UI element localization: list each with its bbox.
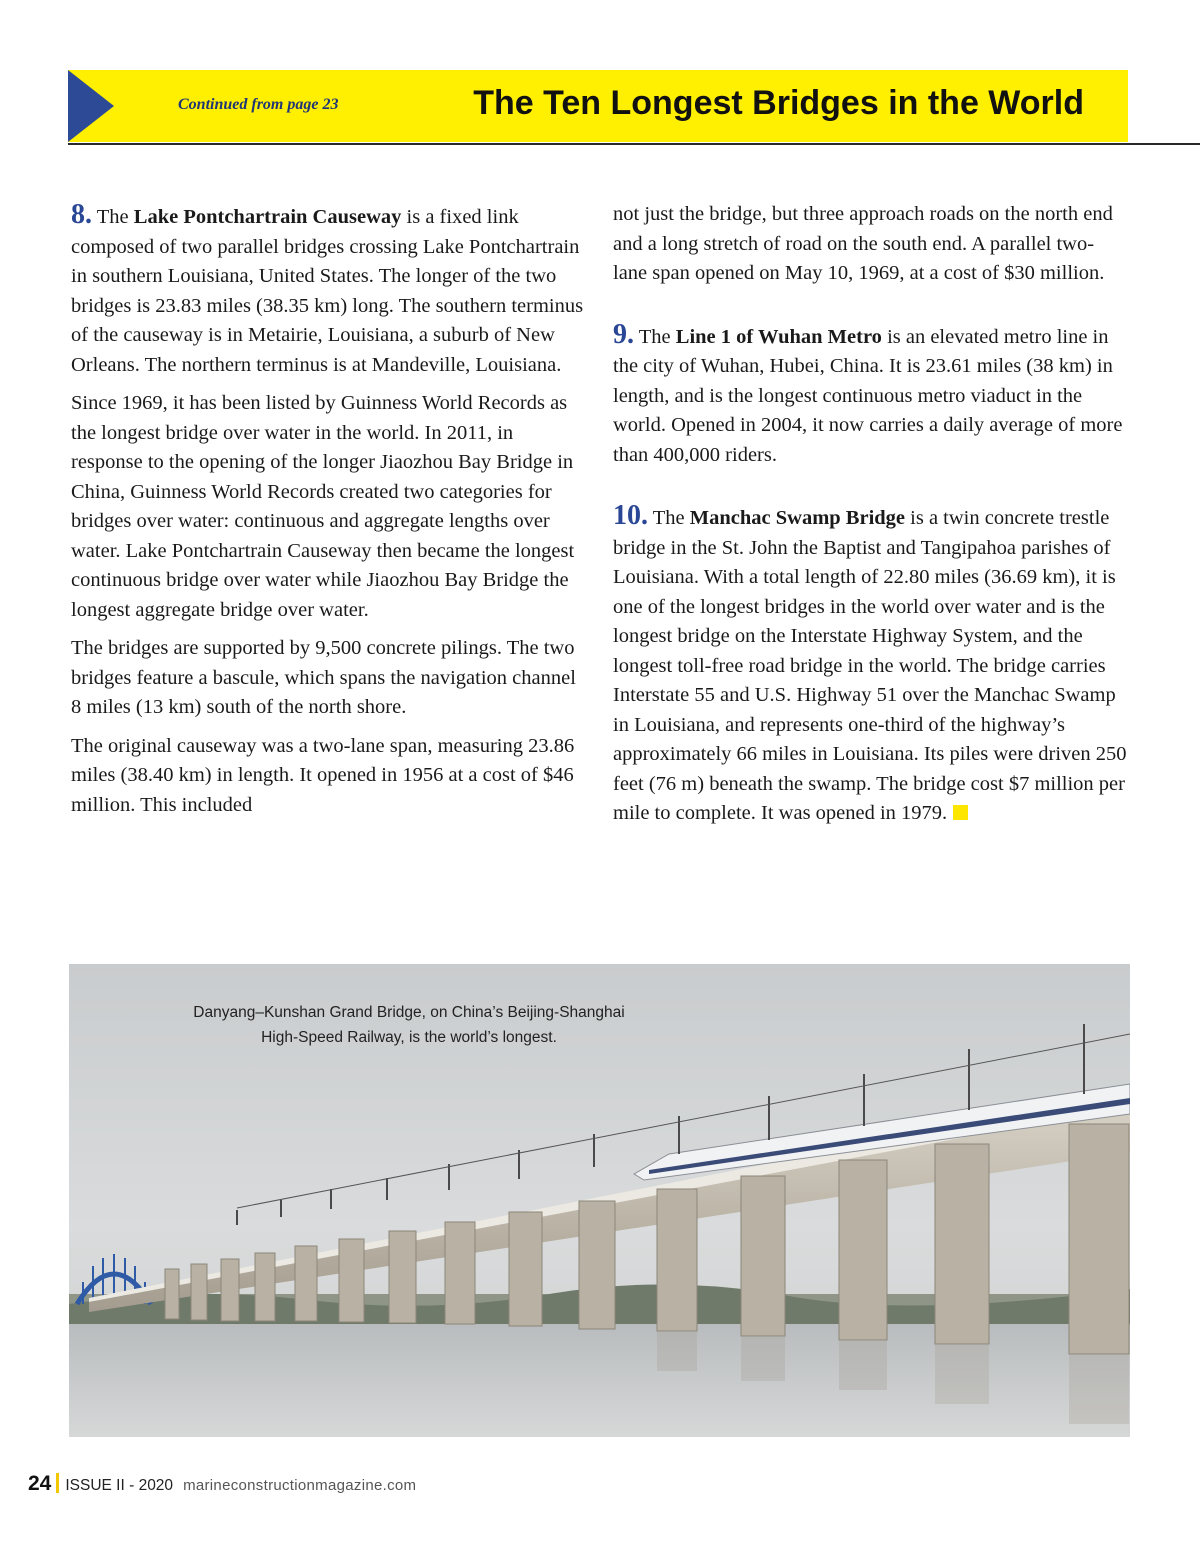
right-paragraph-1: not just the bridge, but three approach roads on the north end and a long stretch of road on the south end. A parallel two-lane span opened on May 10, 1969, at a cost of $30 million. bbox=[613, 203, 1113, 284]
left-paragraph-2: Since 1969, it has been listed by Guinness World Records as the longest bridge over water in the world. In 2011, in response to the opening of the longer Jiaozhou Bay Bridge in China, Guinness World Records created two categories for bridges over water: continuous and aggregate lengths over water. Lake Pontchartrain Causeway then became the longest continuous bridge over water while Jiaozhou Bay Bridge the longest aggregate bridge over water. bbox=[71, 392, 575, 621]
item-10-paragraph bbox=[613, 501, 1128, 829]
item-8-number: 8. bbox=[71, 199, 92, 230]
left-paragraph-3: The bridges are supported by 9,500 concrete pilings. The two bridges feature a bascule, which spans the navigation channel 8 miles (13 km) south of the north shore. bbox=[71, 637, 576, 718]
issue-label: ISSUE II - 2020 bbox=[65, 1477, 174, 1494]
item-9-text: is an elevated metro line in the city of Wuhan, Hubei, China. It is 23.61 miles (38 km) in length, and is the longest continuous metro viaduct in the world. Opened in 2004, it now carries a daily average of more than 400,000 riders. bbox=[613, 325, 1123, 466]
item-9-paragraph bbox=[613, 320, 1128, 471]
end-mark-icon bbox=[953, 805, 968, 820]
page-footer bbox=[28, 1472, 416, 1502]
item-9-number: 9. bbox=[613, 318, 634, 350]
item-9-name: Line 1 of Wuhan Metro bbox=[675, 325, 882, 348]
item-10-name: Manchac Swamp Bridge bbox=[689, 507, 906, 529]
bridge-photo bbox=[69, 964, 1130, 1437]
header-banner bbox=[68, 70, 1128, 142]
arrow-icon bbox=[68, 70, 114, 142]
right-column bbox=[613, 200, 1128, 838]
page-number: 24 bbox=[28, 1472, 52, 1495]
header-rule bbox=[68, 143, 1200, 145]
item-8-text: is a fixed link composed of two parallel bridges crossing Lake Pontchartrain in southern Louisiana, United States. The longer of the two bridges is 23.83 miles (38.35 km) long. The southern terminus of the causeway is in Metairie, Louisiana, a suburb of New Orleans. The northern terminus is at Mandeville, Louisiana. bbox=[71, 206, 584, 376]
item-9-pre: The bbox=[638, 325, 676, 348]
left-column bbox=[71, 200, 586, 829]
item-10-pre: The bbox=[652, 507, 690, 529]
item-10-number: 10. bbox=[613, 500, 648, 531]
item-8-name: Lake Pontchartrain Causeway bbox=[133, 206, 402, 228]
website-link[interactable]: marineconstructionmagazine.com bbox=[183, 1477, 417, 1494]
left-paragraph-4: The original causeway was a two-lane span, measuring 23.86 miles (38.40 km) in length. It opened in 1956 at a cost of $46 million. This included bbox=[71, 734, 575, 816]
page-title: The Ten Longest Bridges in the World bbox=[473, 84, 1084, 122]
item-8-pre: The bbox=[96, 206, 134, 228]
continued-note: Continued from page 23 bbox=[178, 96, 339, 113]
caption-line-2: High-Speed Railway, is the world’s longest. bbox=[261, 1029, 557, 1046]
photo-caption bbox=[109, 1000, 709, 1050]
caption-line-1: Danyang–Kunshan Grand Bridge, on China’s Beijing-Shanghai bbox=[193, 1004, 625, 1021]
item-10-text: is a twin concrete trestle bridge in the St. John the Baptist and Tangipahoa parishes of Louisiana. With a total length of 22.80 miles (36.69 km), it is one of the longest bridges in the world over water and is the longest bridge on the Interstate Highway System, and the longest toll-free road bridge in the world. The bridge carries Interstate 55 and U.S. Highway 51 over the Manchac Swamp in Louisiana, and represents one-third of the highway’s approximately 66 miles in Louisiana. Its piles were driven 250 feet (76 m) beneath the swamp. The bridge cost $7 million per mile to complete. It was opened in 1979. bbox=[613, 507, 1127, 824]
item-8-paragraph bbox=[71, 200, 586, 380]
footer-divider bbox=[56, 1473, 59, 1493]
